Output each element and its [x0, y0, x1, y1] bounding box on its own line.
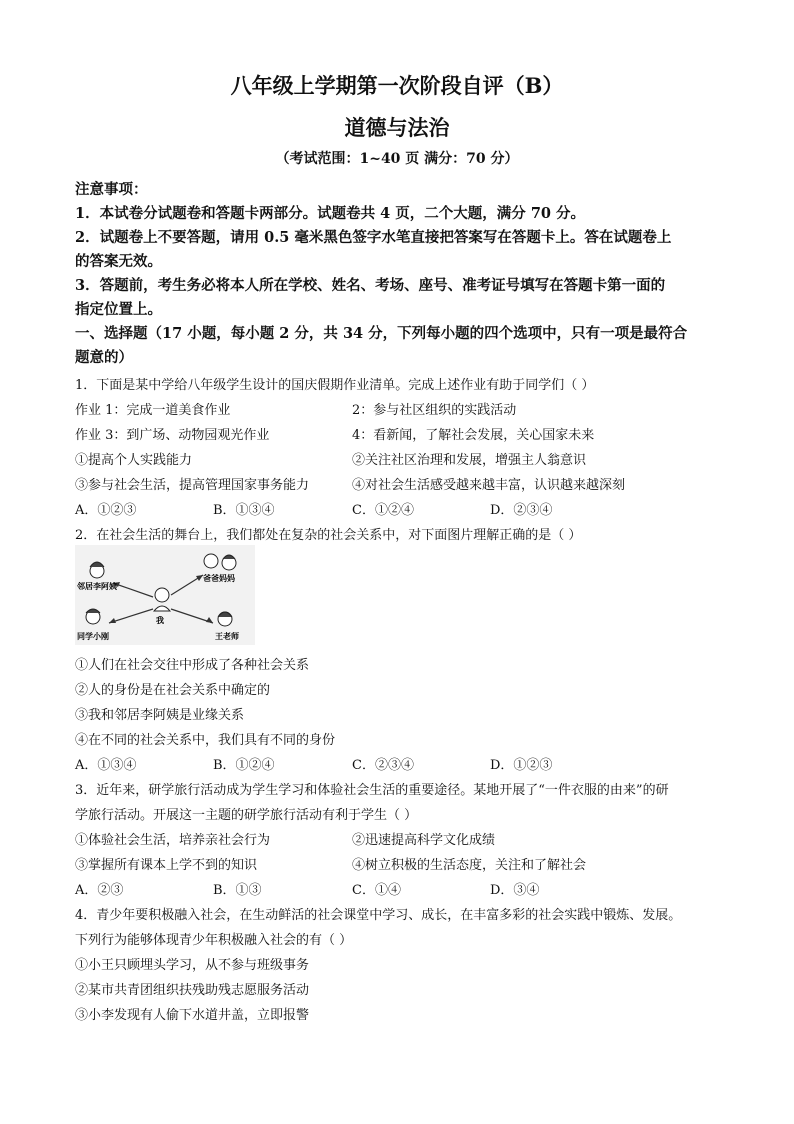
q3-statement-3: ③掌握所有课本上学不到的知识: [75, 858, 258, 873]
fig-label-parents: 爸爸妈妈: [203, 574, 235, 583]
q3-option-b: B．①③: [213, 883, 262, 898]
q3-statement-2: ②迅速提高科学文化成绩: [352, 833, 496, 848]
q1-option-a: A．①②③: [75, 503, 137, 518]
q4-statement-1: ①小王只顾埋头学习，从不参与班级事务: [75, 958, 310, 973]
q4-stem-cont: 下列行为能够体现青少年积极融入社会的有（ ）: [75, 933, 353, 948]
q1-statement-2: ②关注社区治理和发展，增强主人翁意识: [352, 453, 587, 468]
social-relations-figure: [75, 545, 255, 645]
neighbor-figure-icon: [90, 562, 104, 578]
q3-stem: 3．近年来，研学旅行活动成为学生学习和体验社会生活的重要途径。某地开展了“一件衣服的由来”的研: [75, 783, 669, 798]
q3-stem-cont: 学旅行活动。开展这一主题的研学旅行活动有利于学生（ ）: [75, 808, 418, 823]
q2-option-b: B．①②④: [213, 758, 275, 773]
q3-statement-1: ①体验社会生活，培养亲社会行为: [75, 833, 271, 848]
q2-statement-2: ②人的身份是在社会关系中确定的: [75, 683, 271, 698]
q2-statement-4: ④在不同的社会关系中，我们具有不同的身份: [75, 733, 336, 748]
fig-label-teacher: 王老师: [215, 632, 239, 641]
section-heading-cont: 题意的）: [75, 349, 133, 366]
q1-statement-3: ③参与社会生活，提高管理国家事务能力: [75, 478, 310, 493]
subject-title: 道德与法治: [344, 115, 450, 140]
fig-label-self: 我: [156, 616, 164, 625]
q1-homework-3: 作业 3：到广场、动物园观光作业: [75, 428, 270, 443]
exam-title: 八年级上学期第一次阶段自评（B）: [230, 73, 564, 98]
q1-statement-4: ④对社会生活感受越来越丰富，认识越来越深刻: [352, 478, 626, 493]
q2-statement-3: ③我和邻居李阿姨是业缘关系: [75, 708, 245, 723]
q4-statement-2: ②某市共青团组织扶残助残志愿服务活动: [75, 983, 310, 998]
notice-item-3a: 3．答题前，考生务必将本人所在学校、姓名、考场、座号、准考证号填写在答题卡第一面的: [75, 277, 666, 294]
q4-stem: 4．青少年要积极融入社会，在生动鲜活的社会课堂中学习、成长，在丰富多彩的社会实践中锻炼、发展。: [75, 908, 682, 923]
teacher-figure-icon: [218, 612, 232, 626]
q1-option-c: C．①②④: [352, 503, 414, 518]
q1-statement-1: ①提高个人实践能力: [75, 453, 193, 468]
notice-item-1: 1．本试卷分试题卷和答题卡两部分。试题卷共 4 页，二个大题，满分 70 分。: [75, 205, 586, 222]
q1-stem: 1．下面是某中学给八年级学生设计的国庆假期作业清单。完成上述作业有助于同学们（ ）: [75, 378, 595, 393]
notice-item-3b: 指定位置上。: [75, 301, 162, 318]
classmate-figure-icon: [86, 609, 100, 624]
fig-label-classmate: 同学小刚: [77, 632, 109, 641]
q3-option-d: D．③④: [490, 883, 540, 898]
q3-option-c: C．①④: [352, 883, 401, 898]
q2-option-c: C．②③④: [352, 758, 414, 773]
section-heading: 一、选择题（17 小题，每小题 2 分，共 34 分，下列每小题的四个选项中，只有一项是最符合: [75, 325, 688, 342]
q3-statement-4: ④树立积极的生活态度，关注和了解社会: [352, 858, 587, 873]
notice-item-2b: 的答案无效。: [75, 253, 162, 270]
fig-label-neighbor: 邻居李阿姨: [77, 582, 117, 591]
q2-statement-1: ①人们在社会交往中形成了各种社会关系: [75, 658, 310, 673]
q1-homework-4: 4：看新闻，了解社会发展，关心国家未来: [352, 428, 595, 443]
q2-option-d: D．①②③: [490, 758, 553, 773]
q1-homework-1: 作业 1：完成一道美食作业: [75, 403, 231, 418]
q1-option-d: D．②③④: [490, 503, 553, 518]
q2-option-a: A．①③④: [75, 758, 137, 773]
notice-heading: 注意事项：: [75, 181, 148, 198]
q4-statement-3: ③小李发现有人偷下水道井盖，立即报警: [75, 1008, 310, 1023]
exam-scope: （考试范围：1~40 页 满分：70 分）: [275, 151, 519, 167]
notice-item-2a: 2．试题卷上不要答题，请用 0.5 毫米黑色签字水笔直接把答案写在答题卡上。答在试题卷上: [75, 229, 672, 246]
q2-stem: 2．在社会生活的舞台上，我们都处在复杂的社会关系中，对下面图片理解正确的是（ ）: [75, 528, 582, 543]
q1-homework-2: 2：参与社区组织的实践活动: [352, 403, 517, 418]
q1-option-b: B．①③④: [213, 503, 275, 518]
q3-option-a: A．②③: [75, 883, 124, 898]
